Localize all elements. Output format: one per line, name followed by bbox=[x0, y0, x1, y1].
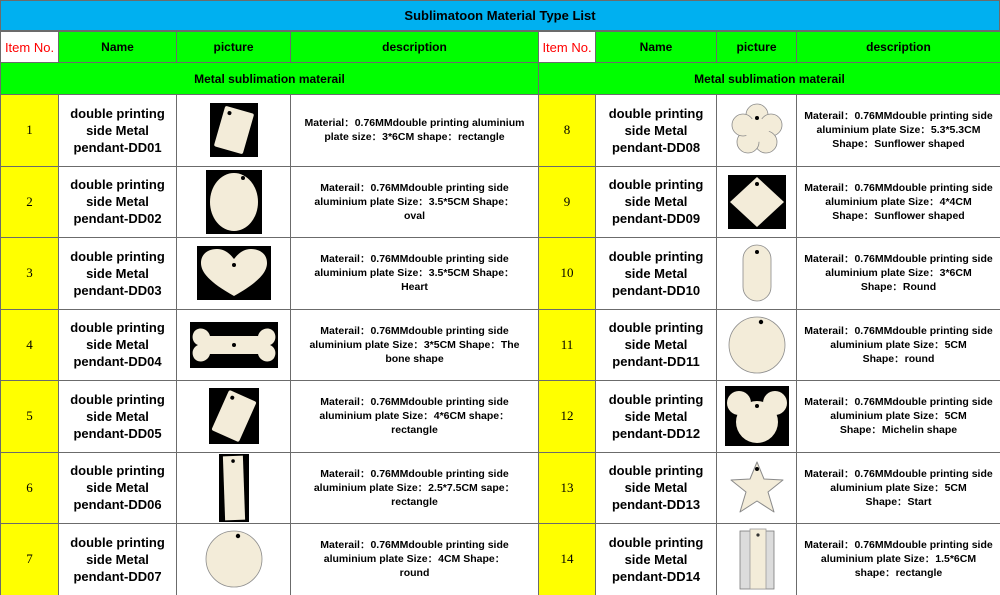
item-number: 6 bbox=[1, 452, 59, 524]
section-title-left: Metal sublimation materail bbox=[1, 63, 539, 95]
item-name bbox=[596, 238, 717, 310]
item-description-line: rectangle bbox=[391, 495, 438, 508]
pendant-image bbox=[202, 529, 266, 589]
item-description-line: aluminium plate Size：5CM bbox=[830, 410, 967, 423]
item-name-line: pendant-DD07 bbox=[73, 568, 162, 584]
item-description-line: Materail：0.76MMdouble printing side bbox=[320, 396, 509, 409]
item-description-line: Materail：0.76MMdouble printing side bbox=[804, 396, 993, 409]
item-name-line: pendant-DD05 bbox=[73, 425, 162, 441]
material-table bbox=[0, 31, 1000, 595]
item-picture bbox=[177, 524, 291, 595]
item-description-line: aluminium plate Size：1.5*6CM bbox=[820, 553, 977, 566]
item-name-line: side Metal bbox=[624, 194, 688, 210]
item-name-line: side Metal bbox=[86, 265, 149, 281]
item-row bbox=[1, 381, 1000, 453]
item-name-line: side Metal bbox=[624, 480, 688, 496]
item-picture bbox=[177, 381, 291, 453]
item-number: 11 bbox=[539, 309, 596, 381]
item-name-line: side Metal bbox=[86, 480, 149, 496]
item-description-line: aluminium plate Size：2.5*7.5CM sape： bbox=[313, 481, 516, 494]
item-description bbox=[291, 452, 539, 524]
item-name-line: pendant-DD14 bbox=[611, 568, 701, 584]
item-description-line: Materail：0.76MMdouble printing side bbox=[320, 467, 509, 480]
item-description bbox=[291, 166, 539, 238]
header-item-no-left: Item No. bbox=[1, 32, 59, 63]
item-number: 2 bbox=[1, 166, 59, 238]
item-description-line: Materail：0.76MMdouble printing side bbox=[320, 539, 509, 552]
item-name-line: side Metal bbox=[624, 265, 688, 281]
item-description bbox=[797, 381, 1000, 453]
item-description-line: rectangle bbox=[391, 424, 438, 437]
item-number: 8 bbox=[539, 95, 596, 167]
item-name-line: double printing bbox=[608, 248, 704, 264]
item-number: 3 bbox=[1, 238, 59, 310]
pendant-image bbox=[725, 315, 789, 375]
item-name bbox=[596, 95, 717, 167]
item-name-line: double printing bbox=[70, 534, 165, 550]
item-description-line: aluminium plate Size：4*6CM shape： bbox=[319, 410, 510, 423]
item-row bbox=[1, 238, 1000, 310]
item-name-line: side Metal bbox=[86, 551, 149, 567]
pendant-image bbox=[728, 175, 786, 229]
item-picture bbox=[717, 95, 797, 167]
item-name-line: double printing bbox=[70, 177, 165, 193]
pendant-image bbox=[197, 246, 271, 300]
pendant-image bbox=[190, 322, 278, 368]
item-name-line: pendant-DD11 bbox=[612, 354, 700, 370]
item-description bbox=[291, 95, 539, 167]
item-description-line: aluminium plate Size：3.5*5CM Shape： bbox=[314, 195, 515, 208]
item-description bbox=[797, 238, 1000, 310]
item-name-line: double printing bbox=[70, 391, 165, 407]
pendant-image bbox=[206, 170, 262, 234]
item-name bbox=[596, 166, 717, 238]
item-picture bbox=[717, 166, 797, 238]
item-picture bbox=[177, 309, 291, 381]
item-description bbox=[291, 238, 539, 310]
item-name-line: double printing bbox=[70, 105, 165, 121]
item-row bbox=[1, 95, 1000, 167]
item-description bbox=[797, 309, 1000, 381]
item-description bbox=[797, 95, 1000, 167]
item-description bbox=[797, 166, 1000, 238]
item-description-line: Materail：0.76MMdouble printing side bbox=[320, 324, 509, 337]
item-picture bbox=[177, 166, 291, 238]
item-name bbox=[596, 524, 717, 595]
item-name-line: side Metal bbox=[624, 337, 688, 353]
item-name-line: pendant-DD04 bbox=[73, 354, 162, 370]
item-description-line: Shape：Michelin shape bbox=[839, 424, 958, 437]
item-description-line: Materail：0.76MMdouble printing side bbox=[804, 324, 993, 337]
item-name-line: side Metal bbox=[86, 408, 149, 424]
item-description-line: plate size：3*6CM shape：rectangle bbox=[324, 131, 505, 144]
item-name-line: pendant-DD03 bbox=[73, 282, 162, 298]
item-description-line: oval bbox=[403, 209, 425, 222]
item-picture bbox=[177, 238, 291, 310]
item-name bbox=[596, 309, 717, 381]
item-number: 1 bbox=[1, 95, 59, 167]
item-name bbox=[59, 381, 177, 453]
item-name-line: double printing bbox=[608, 463, 704, 479]
item-description-line: Shape：Sunflower shaped bbox=[832, 138, 965, 151]
header-item-no-right: Item No. bbox=[539, 32, 596, 63]
item-name-line: double printing bbox=[608, 105, 704, 121]
item-name-line: side Metal bbox=[624, 408, 688, 424]
item-picture bbox=[717, 524, 797, 595]
item-name-line: pendant-DD09 bbox=[611, 211, 701, 227]
item-name-line: double printing bbox=[608, 177, 704, 193]
pendant-image bbox=[727, 458, 787, 518]
item-name-line: double printing bbox=[608, 391, 704, 407]
item-description-line: aluminium plate Size：5.3*5.3CM bbox=[816, 124, 981, 137]
item-description-line: Shape：Round bbox=[860, 281, 937, 294]
header-description-left: description bbox=[291, 32, 539, 63]
header-name-right: Name bbox=[596, 32, 717, 63]
section-title-right: Metal sublimation materail bbox=[539, 63, 1000, 95]
item-row bbox=[1, 452, 1000, 524]
header-picture-left: picture bbox=[177, 32, 291, 63]
pendant-image bbox=[209, 388, 259, 444]
item-name-line: pendant-DD08 bbox=[611, 139, 701, 155]
item-description-line: Materail：0.76MMdouble printing side bbox=[320, 181, 509, 194]
item-description bbox=[291, 524, 539, 595]
item-name bbox=[59, 452, 177, 524]
item-name-line: side Metal bbox=[86, 194, 149, 210]
sheet-title: Sublimatoon Material Type List bbox=[0, 0, 1000, 31]
item-name bbox=[59, 238, 177, 310]
item-name-line: pendant-DD12 bbox=[611, 425, 701, 441]
item-name bbox=[59, 166, 177, 238]
item-row bbox=[1, 309, 1000, 381]
item-name-line: side Metal bbox=[86, 122, 149, 138]
item-description-line: aluminium plate Size：4CM Shape： bbox=[323, 553, 506, 566]
item-name bbox=[596, 381, 717, 453]
item-row bbox=[1, 524, 1000, 595]
pendant-image bbox=[727, 102, 787, 158]
pendant-image bbox=[739, 243, 775, 303]
item-description-line: shape：rectangle bbox=[854, 567, 943, 580]
item-description-line: aluminium plate Size：5CM bbox=[830, 481, 967, 494]
pendant-image bbox=[210, 103, 258, 157]
pendant-image bbox=[219, 454, 249, 522]
item-name bbox=[596, 452, 717, 524]
item-name-line: pendant-DD10 bbox=[611, 282, 701, 298]
item-number: 5 bbox=[1, 381, 59, 453]
item-description-line: bone shape bbox=[385, 352, 444, 365]
section-row bbox=[1, 63, 1000, 95]
item-name-line: side Metal bbox=[624, 122, 688, 138]
item-name bbox=[59, 309, 177, 381]
header-row bbox=[1, 32, 1000, 63]
item-picture bbox=[177, 452, 291, 524]
item-description-line: Materail：0.76MMdouble printing side bbox=[804, 539, 993, 552]
item-name-line: pendant-DD01 bbox=[73, 139, 162, 155]
item-description-line: Shape：Sunflower shaped bbox=[832, 209, 965, 222]
item-name-line: double printing bbox=[70, 463, 165, 479]
item-row bbox=[1, 166, 1000, 238]
item-picture bbox=[177, 95, 291, 167]
item-description-line: aluminium plate Size：3.5*5CM Shape： bbox=[314, 267, 515, 280]
item-description bbox=[797, 452, 1000, 524]
item-description-line: Materail：0.76MMdouble printing side bbox=[804, 110, 993, 123]
item-number: 7 bbox=[1, 524, 59, 595]
item-number: 14 bbox=[539, 524, 596, 595]
item-name-line: double printing bbox=[608, 320, 704, 336]
item-name bbox=[59, 524, 177, 595]
item-description-line: Shape：Start bbox=[865, 495, 932, 508]
item-picture bbox=[717, 238, 797, 310]
item-name-line: double printing bbox=[608, 534, 704, 550]
item-description-line: Heart bbox=[401, 281, 428, 294]
item-number: 9 bbox=[539, 166, 596, 238]
item-name-line: double printing bbox=[70, 320, 165, 336]
item-description-line: aluminium plate Size：4*4CM bbox=[825, 195, 972, 208]
item-description-line: Materail：0.76MMdouble printing side bbox=[804, 181, 993, 194]
item-description-line: aluminium plate Size：3*5CM Shape：The bbox=[309, 338, 520, 351]
item-description-line: Shape：round bbox=[862, 352, 935, 365]
item-name bbox=[59, 95, 177, 167]
item-name-line: side Metal bbox=[86, 337, 149, 353]
item-picture bbox=[717, 452, 797, 524]
item-number: 12 bbox=[539, 381, 596, 453]
item-description bbox=[291, 309, 539, 381]
item-picture bbox=[717, 381, 797, 453]
header-picture-right: picture bbox=[717, 32, 797, 63]
item-description-line: aluminium plate Size：3*6CM bbox=[825, 267, 972, 280]
item-number: 13 bbox=[539, 452, 596, 524]
item-name-line: pendant-DD02 bbox=[73, 211, 162, 227]
item-description bbox=[797, 524, 1000, 595]
item-name-line: pendant-DD13 bbox=[611, 497, 701, 513]
item-description-line: Material：0.76MMdouble printing aluminium bbox=[304, 117, 525, 130]
item-description-line: Materail：0.76MMdouble printing side bbox=[804, 253, 993, 266]
pendant-image bbox=[736, 527, 778, 591]
item-description-line: round bbox=[399, 567, 430, 580]
header-description-right: description bbox=[797, 32, 1000, 63]
pendant-image bbox=[725, 386, 789, 446]
item-description bbox=[291, 381, 539, 453]
item-name-line: double printing bbox=[70, 248, 165, 264]
item-name-line: side Metal bbox=[624, 551, 688, 567]
item-description-line: aluminium plate Size：5CM bbox=[830, 338, 967, 351]
item-description-line: Materail：0.76MMdouble printing side bbox=[320, 253, 509, 266]
item-description-line: Materail：0.76MMdouble printing side bbox=[804, 467, 993, 480]
header-name-left: Name bbox=[59, 32, 177, 63]
item-number: 10 bbox=[539, 238, 596, 310]
item-name-line: pendant-DD06 bbox=[73, 497, 162, 513]
item-number: 4 bbox=[1, 309, 59, 381]
item-picture bbox=[717, 309, 797, 381]
